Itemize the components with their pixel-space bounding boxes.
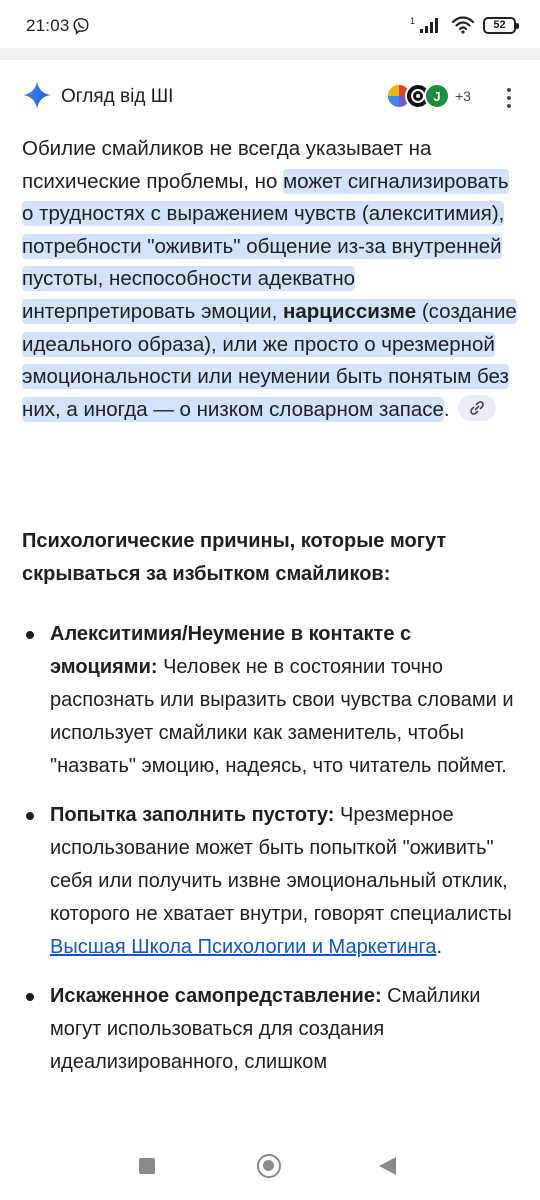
summary-highlight-bold: нарциссизме: [282, 299, 417, 323]
list-item: [22, 618, 518, 783]
list-item-text: Смайлики могут использоваться для создания идеализированного, слишком: [50, 985, 481, 1073]
page-divider: [0, 48, 540, 60]
list-item-title: Алекситимия/Неумение в контакте с эмоциями:: [50, 623, 412, 678]
list-item: [22, 799, 518, 964]
ai-overview-header: [0, 60, 540, 134]
status-time: 21:03: [26, 16, 70, 35]
list-item-end: .: [436, 936, 443, 958]
more-sources-count[interactable]: +3: [455, 88, 471, 104]
source-favicon-3-icon[interactable]: J: [424, 83, 450, 109]
wifi-icon: [451, 16, 475, 34]
recents-button[interactable]: [139, 1158, 155, 1174]
status-icons: [410, 14, 516, 36]
list-item-title: Искаженное самопредставление:: [50, 985, 382, 1007]
list-item-text: Человек не в состоянии точно распознать или выразить свои чувства словами и использует смайлики как заменитель, чтобы "назвать" эмоцию, надеясь, что читатель поймет.: [50, 656, 514, 777]
source-link-chip[interactable]: [458, 395, 496, 421]
gemini-sparkle-icon: [22, 80, 52, 110]
viber-notification-icon: [72, 17, 90, 35]
ai-overview-title: Огляд від ШІ: [61, 86, 174, 107]
list-item-title: Попытка заполнить пустоту:: [50, 804, 335, 826]
list-item-text: Чрезмерное использование может быть попыткой "оживить" себя или получить извне эмоциональный отклик, которого не хватает внутри, говорят специалисты: [50, 804, 512, 925]
battery-indicator: 52: [483, 17, 516, 34]
home-button[interactable]: [257, 1154, 281, 1178]
link-icon: [469, 400, 485, 416]
summary-highlight[interactable]: [22, 169, 517, 422]
sim-indicator: 1: [409, 15, 415, 26]
back-button[interactable]: [379, 1157, 396, 1175]
more-options-icon[interactable]: [506, 88, 512, 108]
summary-plain-text: Обилие смайликов не всегда указывает на психические проблемы, но: [22, 137, 432, 193]
signal-icon: [419, 16, 443, 34]
source-link[interactable]: Высшая Школа Психологии и Маркетинга: [50, 936, 437, 958]
status-bar: [0, 0, 540, 48]
system-nav-bar: [0, 1140, 540, 1200]
list-item: [22, 980, 518, 1079]
source-favicons[interactable]: [386, 82, 471, 110]
summary-highlight-text-2: (создание идеального образа), или же просто о чрезмерной эмоциональности или неумении быть понятым без них, а иногда — о низком словарном запасе: [22, 299, 517, 421]
summary-highlight-text-1: может сигнализировать о трудностях с выражением чувств (алекситимия), потребности "оживить" общение из-за внутренней пустоты, неспособности адекватно интерпретировать эмоции,: [22, 169, 509, 323]
reasons-list: [22, 618, 518, 1095]
ai-overview-summary: [22, 133, 518, 426]
section-heading: Психологические причины, которые могут скрываться за избытком смайликов:: [22, 530, 447, 585]
summary-end-punct: .: [443, 397, 450, 421]
